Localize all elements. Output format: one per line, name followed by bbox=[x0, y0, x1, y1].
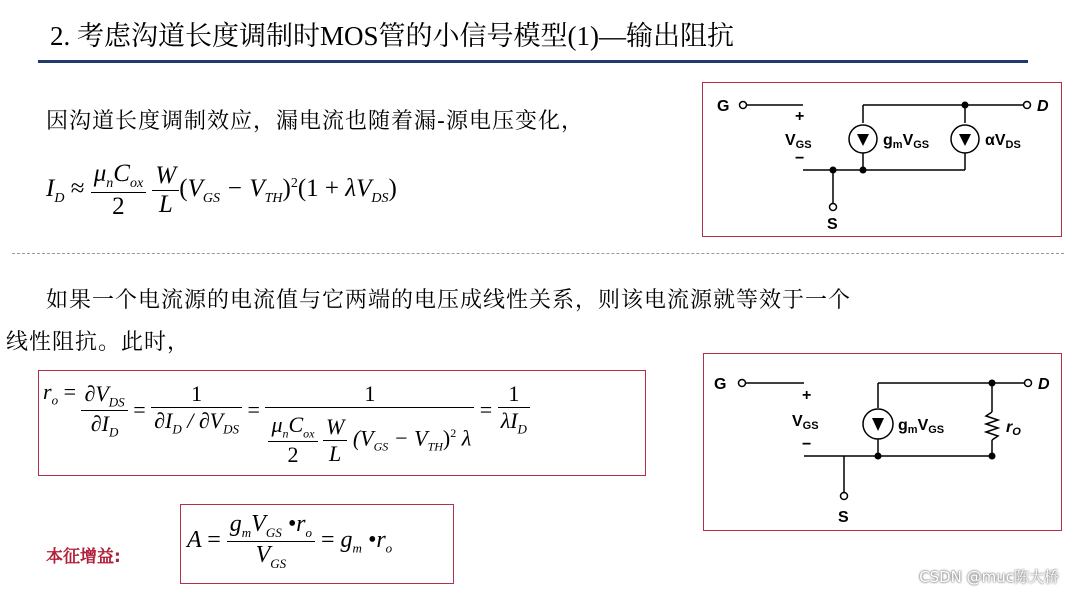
circuit2-plus: + bbox=[802, 387, 812, 404]
circuit1-alpha-vds: αVDS bbox=[985, 132, 1021, 151]
circuit2-source-label: S bbox=[838, 509, 849, 526]
circuit1-vgs: VGS bbox=[785, 132, 812, 151]
intrinsic-gain-label: 本征增益: bbox=[46, 547, 121, 567]
circuit2-gm-vgs: gmVGS bbox=[898, 417, 945, 436]
circuit2-minus: − bbox=[802, 436, 812, 453]
title-underline bbox=[38, 60, 1028, 63]
watermark: CSDN @muc陈大桥 bbox=[919, 568, 1059, 586]
paragraph-linear-impedance-line2: 线性阻抗。此时， bbox=[6, 330, 191, 355]
section-divider bbox=[12, 253, 1064, 254]
circuit1-plus: + bbox=[795, 108, 805, 125]
circuit2-vgs: VGS bbox=[792, 413, 819, 432]
paragraph-channel-modulation: 因沟道长度调制效应，漏电流也随着漏-源电压变化， bbox=[46, 109, 584, 134]
circuit2-gate-label: G bbox=[714, 376, 727, 393]
circuit-resistor-model bbox=[703, 353, 1062, 531]
equation-output-resistance: $r_o$ = $\frac{\partial V_{DS}}{\partial I_D}$ = $\frac{1}{\partial I_D / \partial V_{DS}}$ = 1 $\frac{\mu_nC_{ox}}{2}$ $\frac{W}{L}$ $(V_{GS} - V_{TH})^2$ λ = $\frac{1}{\lambda I_D}$ bbox=[43, 379, 530, 468]
equation-drain-current: $I_D$ ≈ $\frac{\mu_nC_{ox}}{2}$ $\frac{W}{L}$ $(V_{GS} - V_{TH})^2(1 + \lambda V_{DS})$ bbox=[46, 160, 397, 220]
equation-output-resistance-box bbox=[38, 370, 646, 476]
circuit2-drain-label: D bbox=[1038, 376, 1050, 393]
circuit-1-diagram bbox=[703, 83, 1061, 236]
circuit1-drain-label: D bbox=[1037, 98, 1049, 115]
circuit1-gate-label: G bbox=[717, 98, 730, 115]
page-title: 2. 考虑沟道长度调制时MOS管的小信号模型(1)—输出阻抗 bbox=[50, 21, 735, 51]
paragraph-linear-impedance-line1: 如果一个电流源的电流值与它两端的电压成线性关系，则该电流源就等效于一个 bbox=[46, 288, 852, 313]
equation-intrinsic-gain-box bbox=[180, 504, 454, 584]
circuit1-minus: − bbox=[795, 150, 805, 167]
equation-intrinsic-gain: A = $\frac{g_mV_{GS} •r_o}{V_{GS}}$ = $g_m$ $•r_o$ bbox=[187, 511, 393, 571]
circuit-current-source-model bbox=[702, 82, 1062, 237]
circuit1-source-label: S bbox=[827, 216, 838, 233]
circuit2-ro: rO bbox=[1006, 419, 1021, 438]
circuit1-gm-vgs: gmVGS bbox=[883, 132, 930, 151]
circuit-2-diagram bbox=[704, 354, 1061, 530]
